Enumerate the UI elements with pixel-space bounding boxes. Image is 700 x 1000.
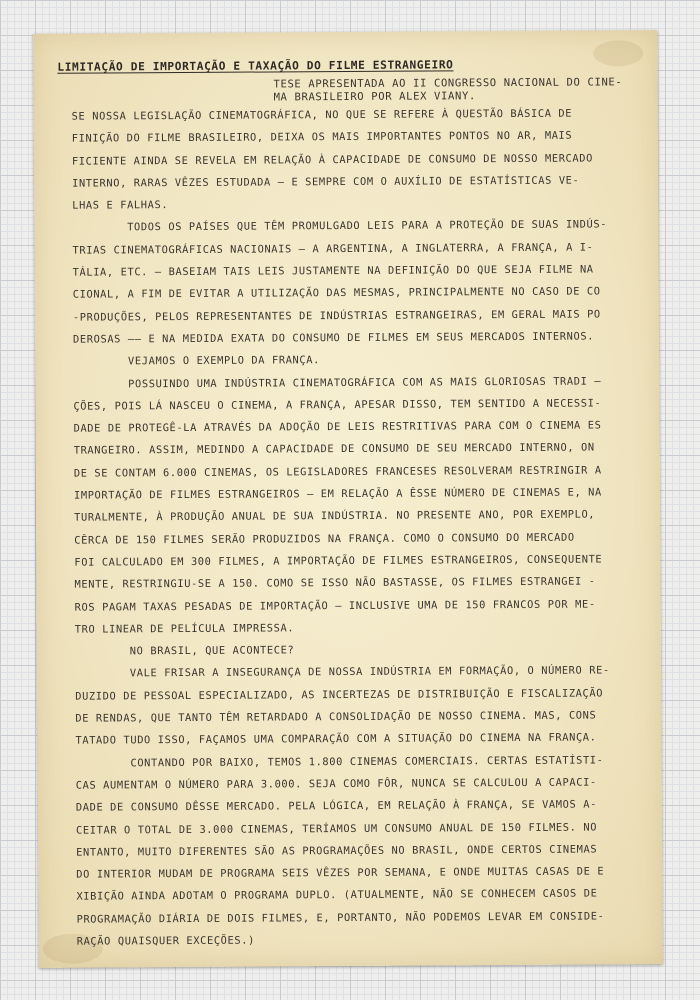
body-line: ÇÕES, POIS LÁ NASCEU O CINEMA, A FRANÇA, APESAR DISSO, TEM SENTIDO A NECESSI- [73, 397, 602, 413]
body-line: CAS AUMENTAM O NÚMERO PARA 3.000. SEJA COMO FÔR, NUNCA SE CALCULOU A CAPACI- [75, 776, 597, 792]
body-line: DO INTERIOR MUDAM DE PROGRAMA SEIS VÊZES POR SEMANA, E ONDE MUITAS CASAS DE E [76, 865, 605, 881]
body-line: CIONAL, A FIM DE EVITAR A UTILIZAÇÃO DAS MESMAS, PRINCIPALMENTE NO CASO DE CO [72, 285, 601, 302]
body-line: TODOS OS PAÍSES QUE TÊM PROMULGADO LEIS PARA A PROTEÇÃO DE SUAS INDÚS- [72, 218, 608, 235]
body-line: NO BRASIL, QUE ACONTECE? [74, 644, 295, 658]
body-line: DUZIDO DE PESSOAL ESPECIALIZADO, AS INCERTEZAS DE DISTRIBUIÇÃO E FISCALIZAÇÃO [75, 687, 604, 703]
body-line: DADE DE CONSUMO DÊSSE MERCADO. PELA LÓGICA, EM RELAÇÃO À FRANÇA, SE VAMOS A- [75, 798, 597, 814]
body-line: DADE DE PROTEGÊ-LA ATRAVÉS DA ADOÇÃO DE LEIS RESTRITIVAS PARA COM O CINEMA ES [73, 419, 602, 435]
body-line: INTERNO, RARAS VÊZES ESTUDADA — E SEMPRE COM O AUXÍLIO DE ESTATÍSTICAS VE- [72, 174, 580, 190]
body-line: DE SE CONTAM 6.000 CINEMAS, OS LEGISLADORES FRANCESES RESOLVERAM RESTRINGIR A [73, 464, 602, 480]
body-line: POSSUINDO UMA INDÚSTRIA CINEMATOGRÁFICA COM AS MAIS GLORIOSAS TRADI — [73, 375, 602, 391]
body-line: -PRODUÇÕES, PELOS REPRESENTANTES DE INDÚSTRIAS ESTRANGEIRAS, EM GERAL MAIS PO [72, 308, 601, 324]
body-line: VEJAMOS O EXEMPLO DA FRANÇA. [73, 354, 321, 368]
body-line: SE NOSSA LEGISLAÇÃO CINEMATOGRÁFICA, NO QUE SE REFERE À QUESTÃO BÁSICA DE [71, 107, 573, 123]
body-line: TRO LINEAR DE PELÍCULA IMPRESSA. [74, 622, 295, 636]
body-line: PROGRAMAÇÃO DIÁRIA DE DOIS FILMES, E, PORTANTO, NÃO PODEMOS LEVAR EM CONSIDE- [76, 910, 605, 926]
body-line: TÁLIA, ETC. — BASEIAM TAIS LEIS JUSTAMENTE NA DEFINIÇÃO DO QUE SEJA FILME NA [72, 263, 594, 279]
body-line: CEITAR O TOTAL DE 3.000 CINEMAS, TERÍAMOS UM CONSUMO ANUAL DE 150 FILMES. NO [75, 820, 598, 837]
body-line: TRIAS CINEMATOGRÁFICAS NACIONAIS — A ARGENTINA, A INGLATERRA, A FRANÇA, A I- [72, 241, 594, 257]
body-line: MENTE, RESTRINGIU-SE A 150. COMO SE ISSO NÃO BASTASSE, OS FILMES ESTRANGEI - [74, 575, 596, 591]
body-line: CONTANDO POR BAIXO, TEMOS 1.800 CINEMAS COMERCIAIS. CERTAS ESTATÍSTI- [75, 754, 604, 770]
body-line: DE RENDAS, QUE TANTO TÊM RETARDADO A CONSOLIDAÇÃO DE NOSSO CINEMA. MAS, CONS [75, 709, 597, 725]
body-line: XIBIÇÃO AINDA ADOTAM O PROGRAMA DUPLO. (ATUALMENTE, NÃO SE CONHECEM CASOS DE [76, 887, 598, 904]
body-line: TURALMENTE, À PRODUÇÃO ANUAL DE SUA INDÚSTRIA. NO PRESENTE ANO, POR EXEMPLO, [74, 508, 596, 525]
paper-stain [593, 40, 643, 66]
body-line: DEROSAS —— E NA MEDIDA EXATA DO CONSUMO DE FILMES EM SEUS MERCADOS INTERNOS. [72, 330, 595, 346]
body-line: IMPORTAÇÃO DE FILMES ESTRANGEIROS — EM RELAÇÃO A ÊSSE NÚMERO DE CINEMAS E, NA [73, 486, 602, 502]
document-body [72, 102, 657, 953]
body-line: LHAS E FALHAS. [72, 199, 169, 212]
body-line: ROS PAGAM TAXAS PESADAS DE IMPORTAÇÃO — INCLUSIVE UMA DE 150 FRANCOS POR ME- [74, 598, 596, 614]
subtitle-line: TESE APRESENTADA AO II CONGRESSO NACIONAL DO CINE- [273, 76, 623, 91]
body-line: ENTANTO, MUITO DIFERENTES SÃO AS PROGRAMAÇÕES NO BRASIL, ONDE CERTOS CINEMAS [76, 843, 598, 859]
body-line: FICIENTE AINDA SE REVELA EM RELAÇÃO À CAPACIDADE DE CONSUMO DE NOSSO MERCADO [71, 152, 594, 168]
body-line: TRANGEIRO. ASSIM, MEDINDO A CAPACIDADE DE CONSUMO DE SEU MERCADO INTERNO, ON [73, 441, 595, 458]
body-line: CÊRCA DE 150 FILMES SERÃO PRODUZIDOS NA FRANÇA. COMO O CONSUMO DO MERCADO [74, 531, 575, 547]
body-line: RAÇÃO QUAISQUER EXCEÇÕES.) [76, 934, 255, 948]
body-line: FOI CALCULADO EM 300 FILMES, A IMPORTAÇÃO DE FILMES ESTRANGEIROS, CONSEQUENTE [74, 553, 603, 569]
typewritten-page [33, 30, 663, 968]
body-line: TATADO TUDO ISSO, FAÇAMOS UMA COMPARAÇÃO COM A SITUAÇÃO DO CINEMA NA FRANÇA. [75, 731, 597, 747]
document-subtitle [273, 76, 622, 104]
document-title: LIMITAÇÃO DE IMPORTAÇÃO E TAXAÇÃO DO FILME ESTRANGEIRO [57, 58, 454, 74]
subtitle-line: MA BRASILEIRO POR ALEX VIANY. [273, 90, 476, 104]
body-line: VALE FRISAR A INSEGURANÇA DE NOSSA INDÚSTRIA EM FORMAÇÃO, O NÚMERO RE- [75, 664, 610, 681]
body-line: FINIÇÃO DO FILME BRASILEIRO, DEIXA OS MAIS IMPORTANTES PONTOS NO AR, MAIS [71, 129, 573, 145]
